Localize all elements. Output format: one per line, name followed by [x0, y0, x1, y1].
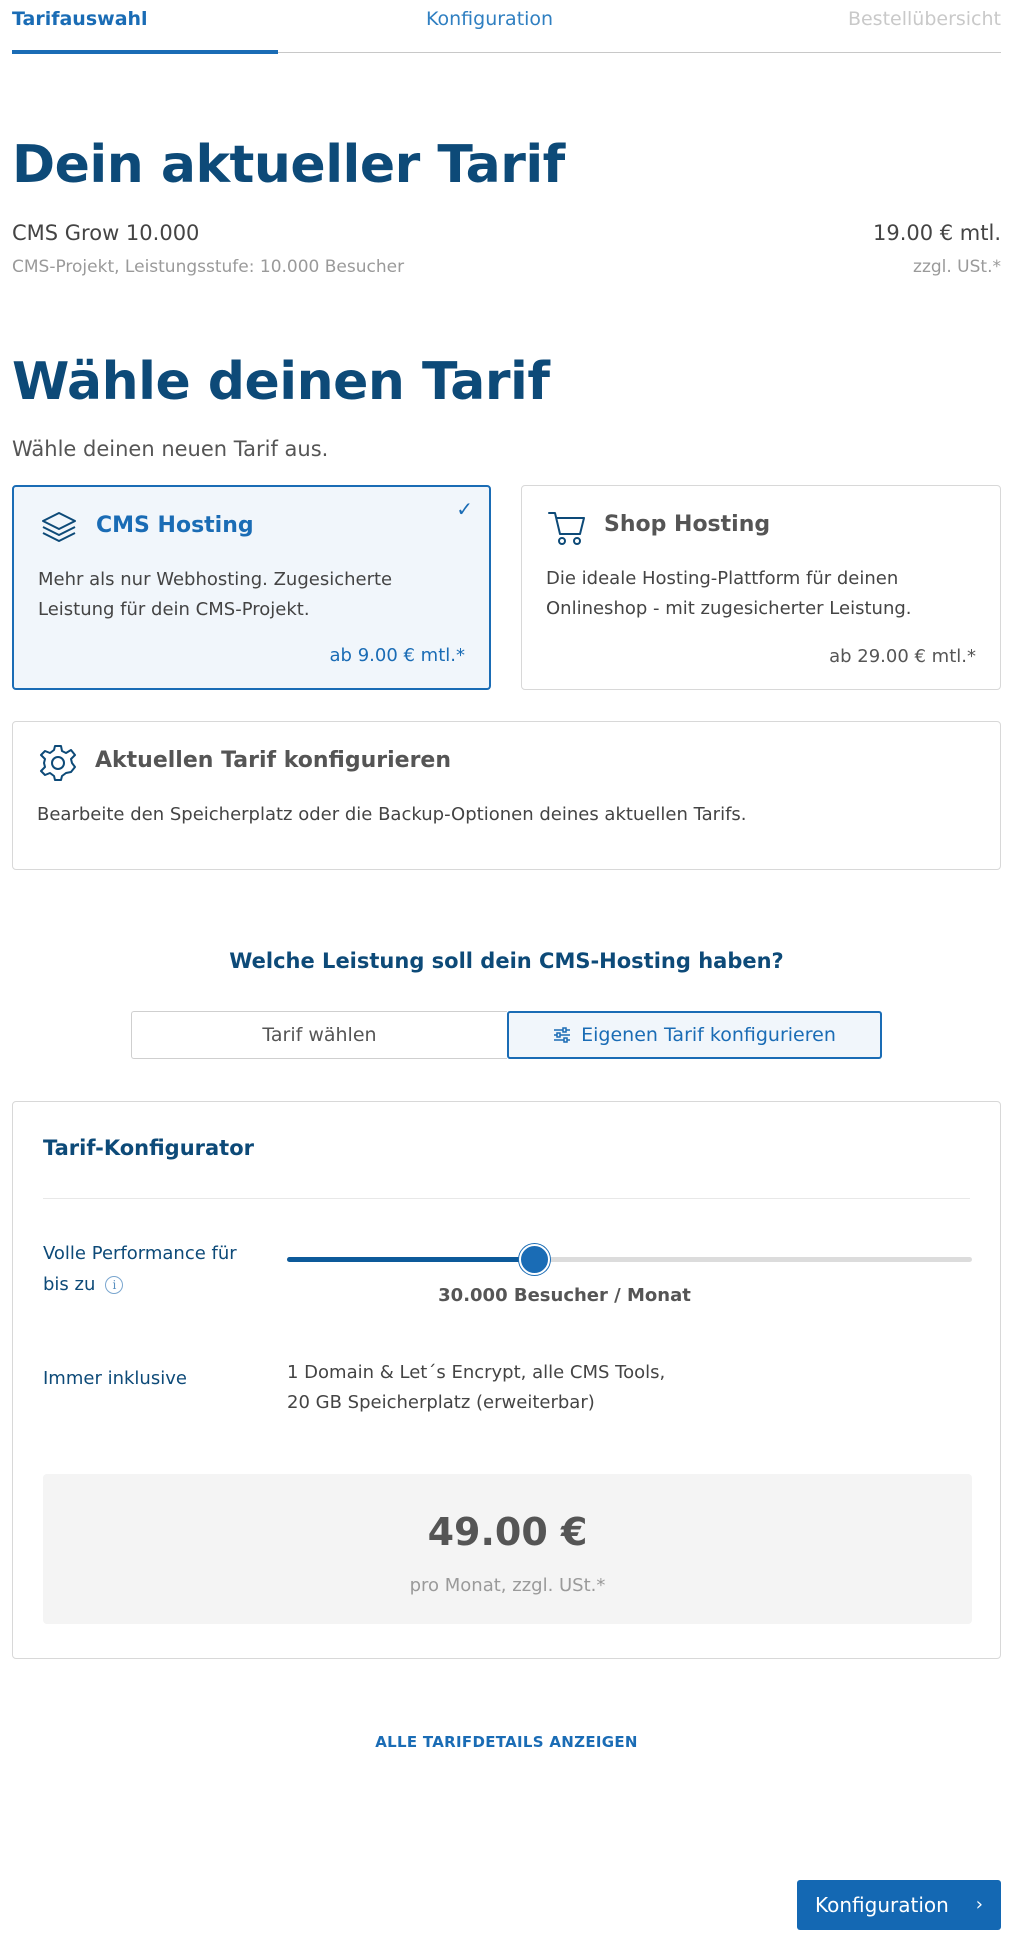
slider-fill — [287, 1257, 534, 1262]
choose-plan-heading: Wähle deinen Tarif — [12, 352, 550, 412]
sliders-icon — [553, 1027, 571, 1043]
included-line: 1 Domain & Let´s Encrypt, alle CMS Tools, — [287, 1362, 666, 1383]
tariff-mode-toggle — [131, 1011, 882, 1059]
included-features — [287, 1358, 665, 1418]
cart-icon — [546, 506, 588, 548]
card-title: Aktuellen Tarif konfigurieren — [95, 748, 451, 773]
current-plan-name: CMS Grow 10.000 — [12, 221, 200, 245]
option-label: Tarif wählen — [262, 1024, 377, 1046]
configure-own-tariff-option[interactable] — [507, 1011, 882, 1059]
included-line: 20 GB Speicherplatz (erweiterbar) — [287, 1392, 595, 1413]
choose-plan-subtitle: Wähle deinen neuen Tarif aus. — [12, 437, 329, 461]
next-configuration-button[interactable] — [797, 1880, 1001, 1930]
card-price: ab 9.00 € mtl.* — [329, 645, 465, 666]
slider-value-label: 30.000 Besucher / Monat — [438, 1285, 691, 1306]
step-konfiguration[interactable]: Konfiguration — [426, 8, 554, 30]
card-price: ab 29.00 € mtl.* — [829, 646, 976, 667]
card-description: Die ideale Hosting-Plattform für deinen Onlineshop - mit zugesicherter Leistung. — [546, 568, 912, 619]
card-description: Bearbeite den Speicherplatz oder die Backup-Optionen deines aktuellen Tarifs. — [37, 804, 747, 825]
step-bestelluebersicht: Bestellübersicht — [847, 8, 1001, 30]
price-summary — [43, 1474, 972, 1624]
active-step-indicator — [12, 50, 278, 54]
configure-current-plan-card[interactable] — [12, 721, 1001, 870]
gear-icon — [37, 742, 79, 784]
all-tariff-details-link[interactable]: ALLE TARIFDETAILS ANZEIGEN — [375, 1733, 638, 1751]
current-plan-heading: Dein aktueller Tarif — [12, 135, 565, 195]
current-plan-vat: zzgl. USt.* — [913, 257, 1001, 277]
slider-thumb[interactable] — [519, 1244, 550, 1275]
choose-tariff-option[interactable] — [131, 1011, 507, 1059]
checkout-stepper — [12, 0, 1001, 53]
current-plan-price: 19.00 € mtl. — [872, 221, 1001, 245]
monthly-price: 49.00 € — [427, 1510, 588, 1554]
price-note: pro Monat, zzgl. USt.* — [409, 1575, 606, 1596]
option-label: Eigenen Tarif konfigurieren — [581, 1024, 836, 1046]
layers-icon — [38, 507, 80, 549]
performance-label — [43, 1238, 263, 1300]
visitors-slider[interactable] — [287, 1244, 972, 1274]
performance-question: Welche Leistung soll dein CMS-Hosting haben? — [229, 949, 784, 973]
card-description: Mehr als nur Webhosting. Zugesicherte Leistung für dein CMS-Projekt. — [38, 569, 393, 620]
step-tarifauswahl[interactable]: Tarifauswahl — [12, 8, 148, 30]
plan-card-cms-hosting[interactable] — [12, 485, 491, 690]
plan-card-shop-hosting[interactable] — [521, 485, 1001, 690]
chevron-right-icon: › — [975, 1894, 983, 1915]
performance-label-text: Volle Performance für bis zu — [43, 1243, 237, 1295]
card-title: Shop Hosting — [604, 512, 771, 537]
info-icon[interactable]: i — [105, 1276, 123, 1294]
included-label: Immer inklusive — [43, 1368, 187, 1389]
button-label: Konfiguration — [815, 1893, 949, 1917]
current-plan-subtitle: CMS-Projekt, Leistungsstufe: 10.000 Besucher — [12, 257, 405, 277]
configurator-title: Tarif-Konfigurator — [43, 1136, 255, 1160]
divider — [43, 1198, 970, 1199]
card-title: CMS Hosting — [96, 513, 254, 538]
selected-check-icon: ✓ — [456, 497, 473, 521]
tariff-configurator — [12, 1101, 1001, 1659]
